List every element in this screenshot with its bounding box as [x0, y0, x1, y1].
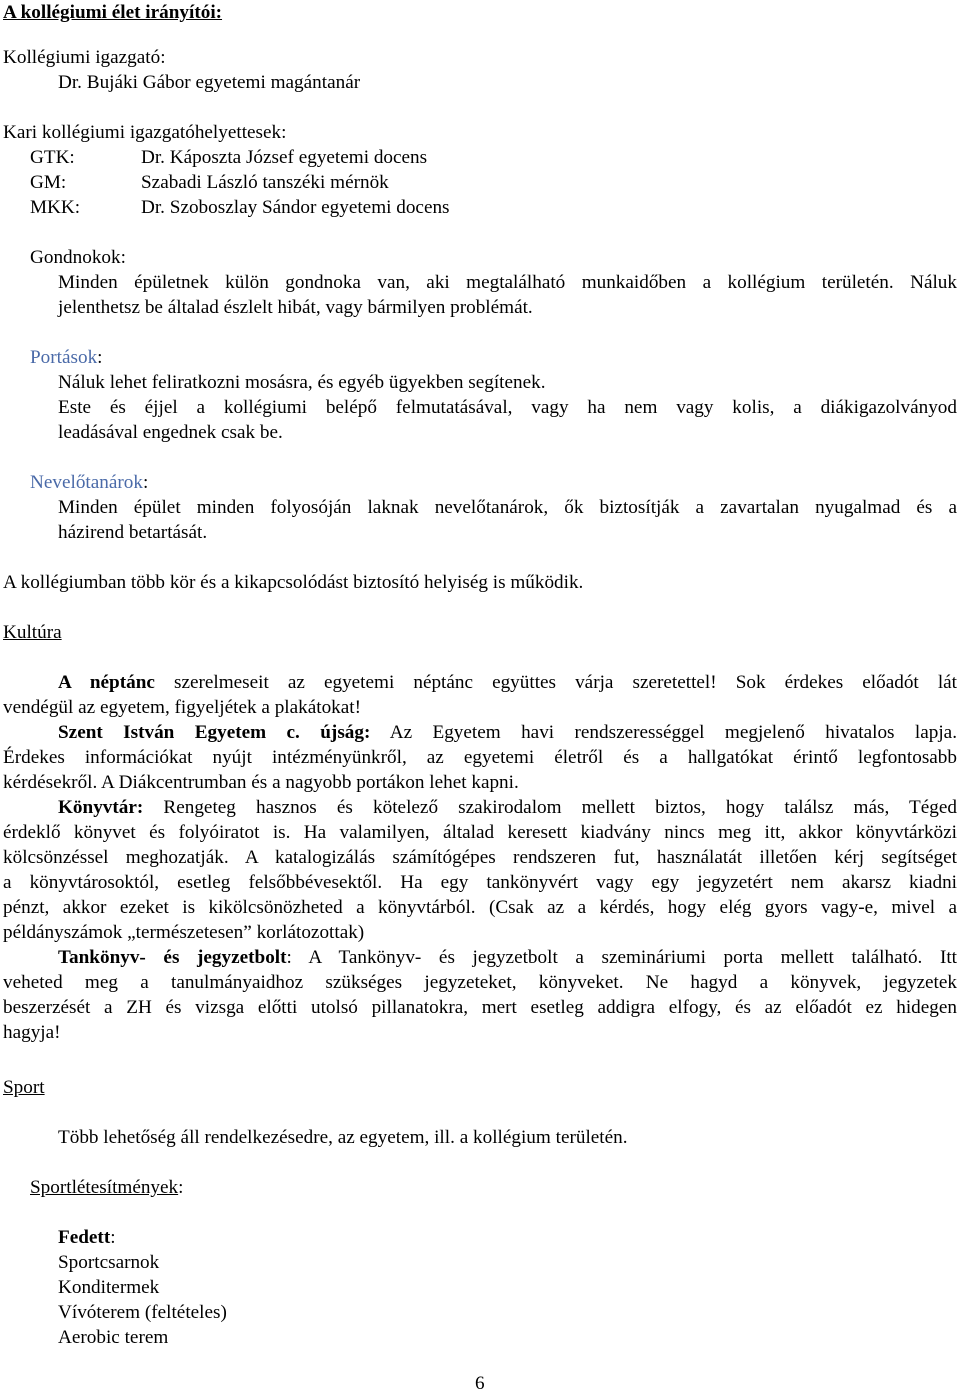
tutors-text: Minden épület minden folyosóján laknak nevelőtanárok, ők biztosítják a zavartalan nyugalmad és a — [58, 497, 957, 518]
director-label: Kollégiumi igazgató: — [3, 47, 166, 68]
section-heading-leaders: A kollégiumi élet irányítói: — [3, 2, 223, 23]
deputy-faculty: MKK: — [30, 197, 81, 218]
list-item: Konditermek — [58, 1277, 160, 1298]
newspaper-text: Érdekes információkat nyújt intézményünkről, az egyetemi életről és a hallgatókat érintő legfontosabb — [3, 747, 957, 768]
tutors-label: Nevelőtanárok: — [30, 472, 149, 493]
library-text: érdeklő könyvet és folyóiratot is. Ha valamilyen, általad keresett kiadvány nincs meg itt, akkor könyvtárközi — [3, 822, 957, 843]
sport-intro: Több lehetőség áll rendelkezésedre, az egyetem, ill. a kollégium területén. — [58, 1127, 628, 1148]
library-text: kölcsönzéssel meghozatják. A katalogizálás számítógépes rendszeren fut, használatát illetően kérj segítséget — [3, 847, 957, 868]
bookshop-text: beszerzését a ZH és vizsga előtti utolsó pillanatokra, mert esetleg addigra elfogy, és az előadót ez hidegen — [3, 997, 957, 1018]
folk-dance-text: vendégül az egyetem, figyeljétek a plakátokat! — [3, 697, 362, 718]
deputy-faculty: GTK: — [30, 147, 75, 168]
facilities-label: Sportlétesítmények: — [30, 1177, 184, 1198]
bookshop-text: hagyja! — [3, 1022, 61, 1043]
library-text: Könyvtár: Rengeteg hasznos és kötelező szakirodalom mellett biztos, hogy találsz más, Téged — [58, 797, 957, 818]
deputy-name: Dr. Szoboszlay Sándor egyetemi docens — [141, 197, 450, 218]
list-item: Vívóterem (feltételes) — [58, 1302, 227, 1323]
list-item: Aerobic terem — [58, 1327, 169, 1348]
porters-text: Este és éjjel a kollégiumi belépő felmutatásával, vagy ha nem vagy kolis, a diákigazolványod — [58, 397, 957, 418]
newspaper-text: kérdésekről. A Diákcentrumban és a nagyobb portákon lehet kapni. — [3, 772, 519, 793]
indoor-label: Fedett: — [58, 1227, 116, 1248]
bookshop-text: Tankönyv- és jegyzetbolt: A Tankönyv- és jegyzetbolt a szemináriumi porta mellett található. Itt — [58, 947, 957, 968]
page-number: 6 — [475, 1373, 485, 1395]
porters-text: Náluk lehet feliratkozni mosásra, és egyéb ügyekben segítenek. — [58, 372, 546, 393]
deputies-label: Kari kollégiumi igazgatóhelyettesek: — [3, 122, 287, 143]
tutors-text: házirend betartását. — [58, 522, 208, 543]
library-text: a könyvtárosoktól, esetleg felsőbbévesektől. Ha egy tankönyvért vagy egy jegyzetért nem akarsz kiadni — [3, 872, 957, 893]
deputy-name: Dr. Káposzta József egyetemi docens — [141, 147, 428, 168]
newspaper-text: Szent István Egyetem c. újság: Az Egyetem havi rendszerességgel megjelenő hivatalos lapja. — [58, 722, 957, 743]
folk-dance-text: A néptánc szerelmeseit az egyetemi néptánc együttes várja szeretettel! Sok érdekes előadót lát — [58, 672, 958, 693]
library-text: példányszámok „természetesen” korlátozottak) — [3, 922, 365, 943]
library-text: pénzt, akkor ezeket is kikölcsönözheted a könyvtárból. (Csak az a kérdés, hogy elég gyors vagy-e, mivel a — [3, 897, 957, 918]
list-item: Sportcsarnok — [58, 1252, 160, 1273]
section-heading-sport: Sport — [3, 1077, 45, 1098]
porters-label: Portások: — [30, 347, 103, 368]
deputy-name: Szabadi László tanszéki mérnök — [141, 172, 389, 193]
porters-text: leadásával engednek csak be. — [58, 422, 283, 443]
director-name: Dr. Bujáki Gábor egyetemi magántanár — [58, 72, 361, 93]
caretakers-text: jelenthetsz be általad észlelt hibát, vagy bármilyen problémát. — [58, 297, 533, 318]
caretakers-text: Minden épületnek külön gondnoka van, aki megtalálható munkaidőben a kollégium területén. Náluk — [58, 272, 957, 293]
section-heading-culture: Kultúra — [3, 622, 62, 643]
deputy-faculty: GM: — [30, 172, 67, 193]
clubs-text: A kollégiumban több kör és a kikapcsolódást biztosító helyiség is működik. — [3, 572, 584, 593]
bookshop-text: veheted meg a tanulmányaidhoz szükséges jegyzeteket, könyveket. Ne hagyd a könyvek, jegyzetek — [3, 972, 957, 993]
caretakers-label: Gondnokok: — [30, 247, 126, 268]
